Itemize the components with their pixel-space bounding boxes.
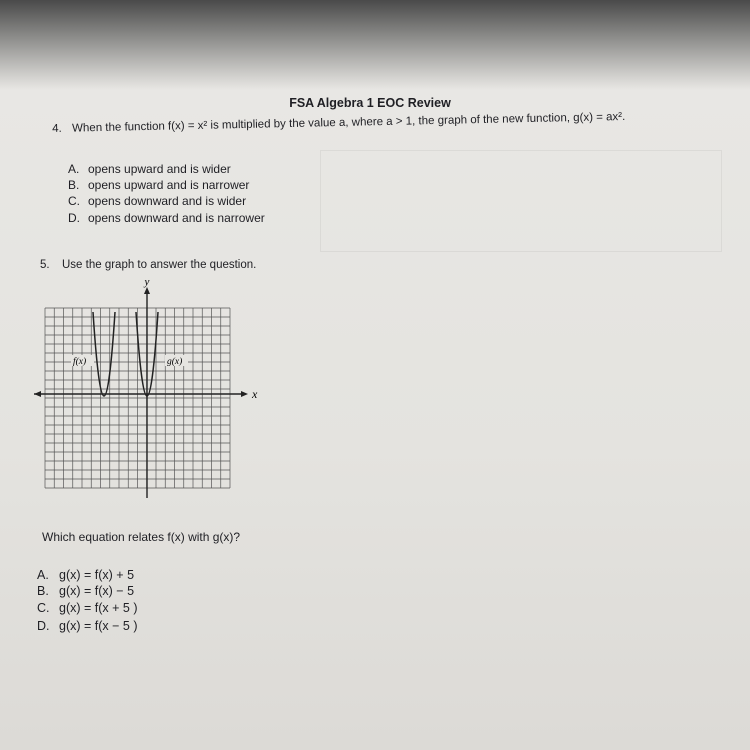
f-parabola bbox=[93, 312, 115, 396]
x-axis-right-arrow bbox=[241, 391, 248, 397]
question-5-prompt: Which equation relates f(x) with g(x)? bbox=[42, 530, 241, 544]
y-axis-arrow bbox=[144, 287, 150, 294]
question-4-number: 4. bbox=[52, 122, 62, 135]
q4-choice-b-text: opens upward and is narrower bbox=[88, 178, 250, 192]
q4-choice-c-letter: C. bbox=[68, 194, 80, 208]
x-axis-label: x bbox=[252, 387, 258, 401]
q4-choice-b-letter: B. bbox=[68, 178, 80, 192]
q5-choice-a-text: g(x) = f(x) + 5 bbox=[59, 568, 135, 582]
q5-choice-c bbox=[37, 601, 138, 615]
q4-choice-a-text: opens upward and is wider bbox=[88, 162, 231, 176]
question-5-text: Use the graph to answer the question. bbox=[62, 259, 257, 271]
q5-choice-d bbox=[37, 619, 138, 633]
q5-choice-a-letter: A. bbox=[37, 568, 49, 582]
q4-choice-d-letter: D. bbox=[68, 211, 80, 225]
q5-choice-a bbox=[37, 568, 134, 582]
q4-choice-b bbox=[68, 178, 249, 192]
parabola-graph bbox=[30, 276, 270, 501]
q5-choice-d-text: g(x) = f(x − 5 ) bbox=[59, 619, 138, 633]
question-5-number: 5. bbox=[40, 259, 50, 271]
q4-choice-a-letter: A. bbox=[68, 162, 80, 176]
bleed-through-table bbox=[320, 150, 722, 252]
q4-choice-a bbox=[68, 162, 231, 176]
q5-choice-b-text: g(x) = f(x) − 5 bbox=[59, 584, 135, 598]
q4-choice-c bbox=[68, 194, 246, 208]
q5-choice-c-letter: C. bbox=[37, 601, 50, 615]
q5-choice-b bbox=[37, 584, 134, 598]
y-axis-label: y bbox=[144, 276, 150, 288]
g-label: g(x) bbox=[167, 357, 183, 367]
f-label: f(x) bbox=[73, 357, 87, 367]
top-shadow bbox=[0, 0, 750, 90]
q5-choice-c-text: g(x) = f(x + 5 ) bbox=[59, 601, 138, 615]
q4-choice-c-text: opens downward and is wider bbox=[88, 194, 247, 208]
page-title: FSA Algebra 1 EOC Review bbox=[289, 96, 451, 110]
q5-choice-b-letter: B. bbox=[37, 584, 49, 598]
question-4-text: When the function f(x) = x² is multiplied by the value a, where a > 1, the graph of the new function, g(x) = ax². bbox=[71, 110, 626, 135]
question-5 bbox=[40, 259, 256, 271]
x-axis-left-arrow bbox=[34, 391, 41, 397]
q4-choice-d-text: opens downward and is narrower bbox=[88, 211, 265, 225]
q4-choice-d bbox=[68, 211, 265, 225]
q5-choice-d-letter: D. bbox=[37, 619, 50, 633]
